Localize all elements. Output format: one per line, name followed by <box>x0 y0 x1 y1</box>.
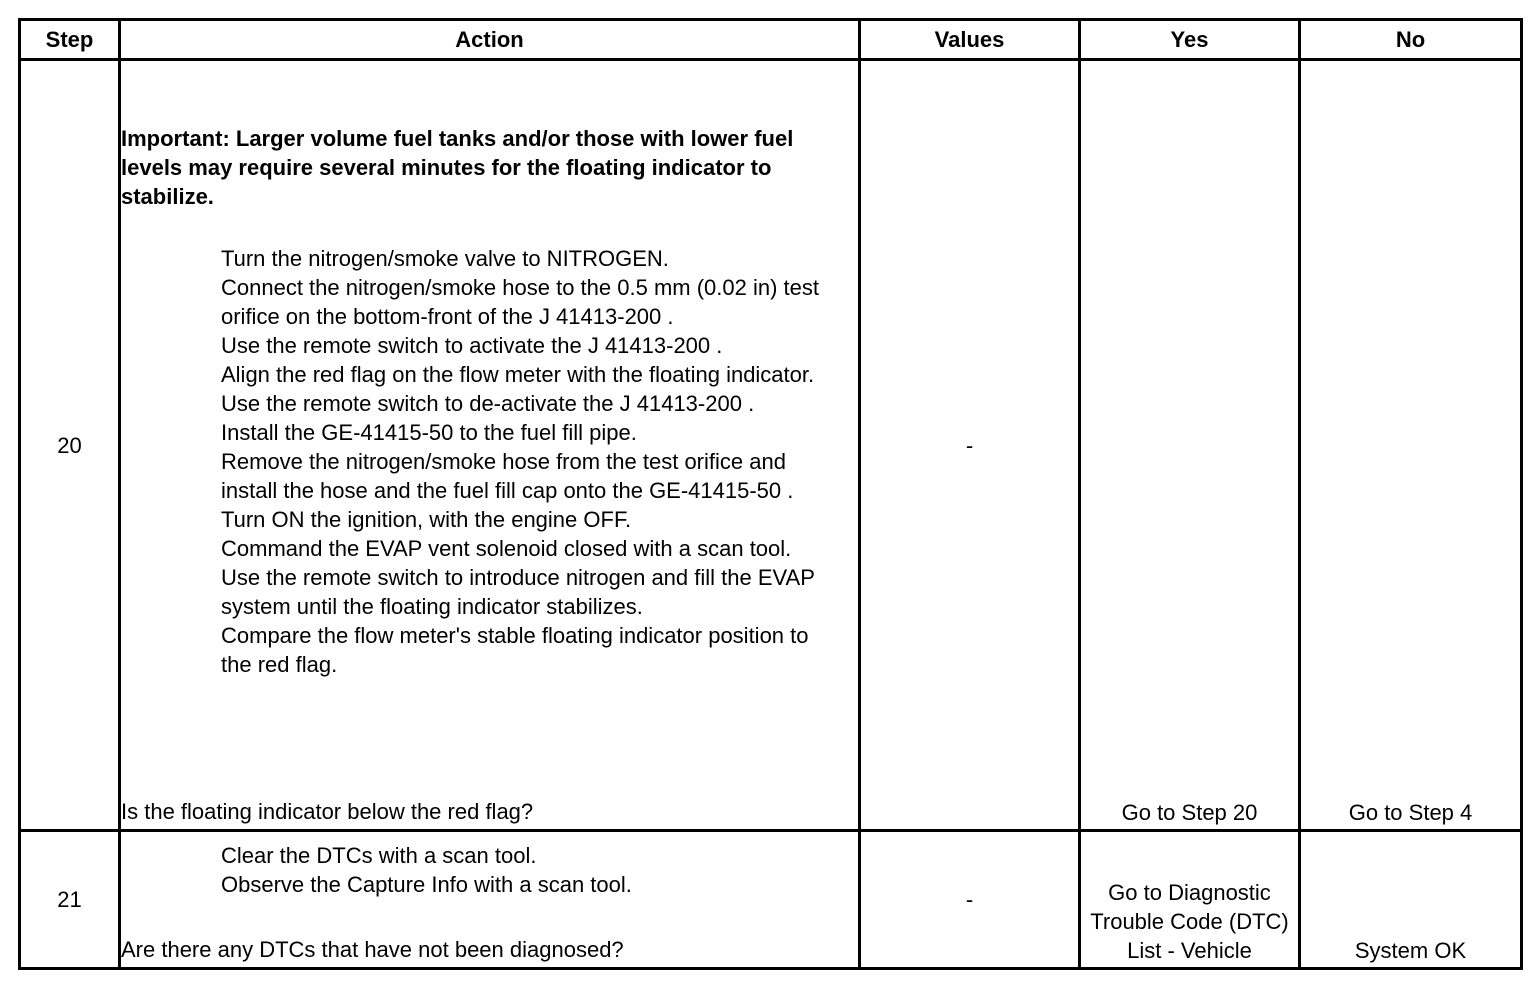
action-step-list <box>121 244 844 679</box>
header-no: No <box>1300 20 1522 60</box>
header-yes: Yes <box>1080 20 1300 60</box>
yes-cell: Go to Step 20 <box>1080 60 1300 831</box>
list-item: Align the red flag on the flow meter with the floating indicator. Use the remote switch to de-activate the J 41413-200 . <box>221 362 815 416</box>
list-item: Turn ON the ignition, with the engine OFF. <box>221 507 632 532</box>
action-cell <box>120 831 860 969</box>
values-cell: - <box>860 60 1080 831</box>
list-item: Install the GE-41415-50 to the fuel fill pipe. <box>221 420 637 445</box>
step-number: 21 <box>20 831 120 969</box>
list-item: Use the remote switch to introduce nitrogen and fill the EVAP system until the floating indicator stabilizes. <box>221 565 815 619</box>
header-action: Action <box>120 20 860 60</box>
list-item: Use the remote switch to activate the J 41413-200 . <box>221 333 723 358</box>
table-row <box>20 831 1522 969</box>
action-cell <box>120 60 860 831</box>
step-number: 20 <box>20 60 120 831</box>
no-cell: Go to Step 4 <box>1300 60 1522 831</box>
no-cell: System OK <box>1300 831 1522 969</box>
yes-cell: Go to Diagnostic Trouble Code (DTC) List - Vehicle <box>1080 831 1300 969</box>
list-item: Connect the nitrogen/smoke hose to the 0.5 mm (0.02 in) test orifice on the bottom-front of the J 41413-200 . <box>221 275 819 329</box>
list-item: Remove the nitrogen/smoke hose from the test orifice and install the hose and the fuel fill cap onto the GE-41415-50 . <box>221 449 794 503</box>
list-item: Compare the flow meter's stable floating indicator position to the red flag. <box>221 623 809 677</box>
list-item: Turn the nitrogen/smoke valve to NITROGEN. <box>221 246 669 271</box>
action-step-list <box>121 841 632 899</box>
list-item: Clear the DTCs with a scan tool. <box>221 843 537 868</box>
diagnostic-steps-table <box>18 18 1523 970</box>
table-header-row <box>20 20 1522 60</box>
header-values: Values <box>860 20 1080 60</box>
list-item: Observe the Capture Info with a scan tool. <box>221 872 632 897</box>
step-question: Are there any DTCs that have not been diagnosed? <box>121 937 624 962</box>
header-step: Step <box>20 20 120 60</box>
values-cell: - <box>860 831 1080 969</box>
step-question: Is the floating indicator below the red flag? <box>121 799 534 824</box>
list-item: Command the EVAP vent solenoid closed with a scan tool. <box>221 536 792 561</box>
important-note: Important: Larger volume fuel tanks and/or those with lower fuel levels may require several minutes for the floating indicator to stabilize. <box>121 126 794 209</box>
table-row <box>20 60 1522 831</box>
